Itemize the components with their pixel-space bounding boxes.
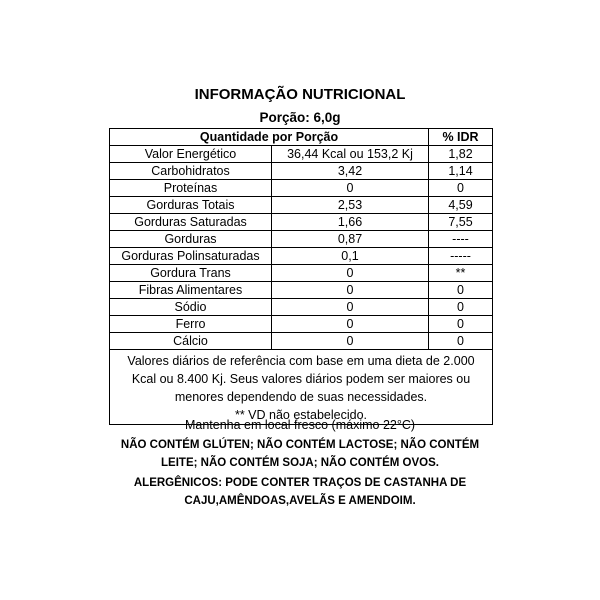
- nutrient-idr: -----: [429, 248, 493, 265]
- portion-size: Porção: 6,0g: [259, 110, 341, 125]
- nutrient-name: Cálcio: [110, 333, 272, 350]
- nutrient-idr: 1,14: [429, 163, 493, 180]
- storage-instruction: Mantenha em local fresco (máximo 22°C): [184, 418, 416, 432]
- notice-line: ALERGÊNICOS: PODE CONTER TRAÇOS DE CASTANHA DE: [133, 477, 467, 489]
- nutrient-idr: **: [429, 265, 493, 282]
- footnote-line: Kcal ou 8.400 Kj. Seus valores diários podem ser maiores ou: [131, 372, 471, 386]
- nutrient-amount: 0: [272, 299, 429, 316]
- nutrient-idr: 0: [429, 180, 493, 197]
- nutrient-amount: 36,44 Kcal ou 153,2 Kj: [272, 146, 429, 163]
- nutrient-name: Sódio: [110, 299, 272, 316]
- footnote-line: ** VD não estabelecido.: [234, 408, 368, 422]
- nutrient-name: Gorduras Saturadas: [110, 214, 272, 231]
- footnote: [110, 350, 493, 425]
- table-header-row: [110, 129, 493, 146]
- nutrient-idr: ----: [429, 231, 493, 248]
- nutrient-amount: 0: [272, 333, 429, 350]
- allergen-notice: [120, 474, 480, 510]
- footnote-line: menores dependendo de suas necessidades.: [174, 390, 428, 404]
- table-row: [110, 197, 493, 214]
- table-row: [110, 282, 493, 299]
- nutrition-rows: [110, 146, 493, 350]
- footnote-row: [110, 350, 493, 425]
- header-idr: % IDR: [429, 129, 493, 146]
- nutrient-idr: 0: [429, 282, 493, 299]
- table-row: [110, 299, 493, 316]
- nutrient-name: Gordura Trans: [110, 265, 272, 282]
- nutrient-name: Gorduras Polinsaturadas: [110, 248, 272, 265]
- nutrient-idr: 0: [429, 316, 493, 333]
- nutrient-amount: 0,87: [272, 231, 429, 248]
- nutrient-idr: 4,59: [429, 197, 493, 214]
- table-row: [110, 214, 493, 231]
- table-row: [110, 316, 493, 333]
- nutrient-name: Gorduras: [110, 231, 272, 248]
- nutrient-idr: 0: [429, 299, 493, 316]
- nutrient-amount: 0: [272, 180, 429, 197]
- nutrient-amount: 0: [272, 265, 429, 282]
- nutrient-name: Gorduras Totais: [110, 197, 272, 214]
- table-row: [110, 163, 493, 180]
- nutrient-amount: 0,1: [272, 248, 429, 265]
- nutrient-amount: 2,53: [272, 197, 429, 214]
- table-row: [110, 180, 493, 197]
- table-row: [110, 231, 493, 248]
- nutrient-name: Ferro: [110, 316, 272, 333]
- nutrient-idr: 7,55: [429, 214, 493, 231]
- nutrient-idr: 0: [429, 333, 493, 350]
- nutrient-name: Proteínas: [110, 180, 272, 197]
- nutrient-name: Fibras Alimentares: [110, 282, 272, 299]
- notice-line: CAJU,AMÊNDOAS,AVELÃS E AMENDOIM.: [184, 495, 416, 507]
- label-title: INFORMAÇÃO NUTRICIONAL: [194, 86, 406, 103]
- nutrient-name: Valor Energético: [110, 146, 272, 163]
- table-row: [110, 265, 493, 282]
- footnote-line: Valores diários de referência com base em uma dieta de 2.000: [127, 354, 475, 368]
- nutrient-amount: 0: [272, 282, 429, 299]
- gluten-lactose-notice: [120, 436, 480, 472]
- nutrient-amount: 1,66: [272, 214, 429, 231]
- notice-line: NÃO CONTÉM GLÚTEN; NÃO CONTÉM LACTOSE; NÃO CONTÉM: [120, 439, 480, 451]
- nutrient-idr: 1,82: [429, 146, 493, 163]
- table-row: [110, 333, 493, 350]
- table-row: [110, 146, 493, 163]
- table-row: [110, 248, 493, 265]
- nutrient-name: Carbohidratos: [110, 163, 272, 180]
- notice-line: LEITE; NÃO CONTÉM SOJA; NÃO CONTÉM OVOS.: [161, 457, 439, 469]
- nutrition-table: [109, 128, 493, 425]
- nutrient-amount: 0: [272, 316, 429, 333]
- nutrient-amount: 3,42: [272, 163, 429, 180]
- header-quantity: Quantidade por Porção: [110, 129, 429, 146]
